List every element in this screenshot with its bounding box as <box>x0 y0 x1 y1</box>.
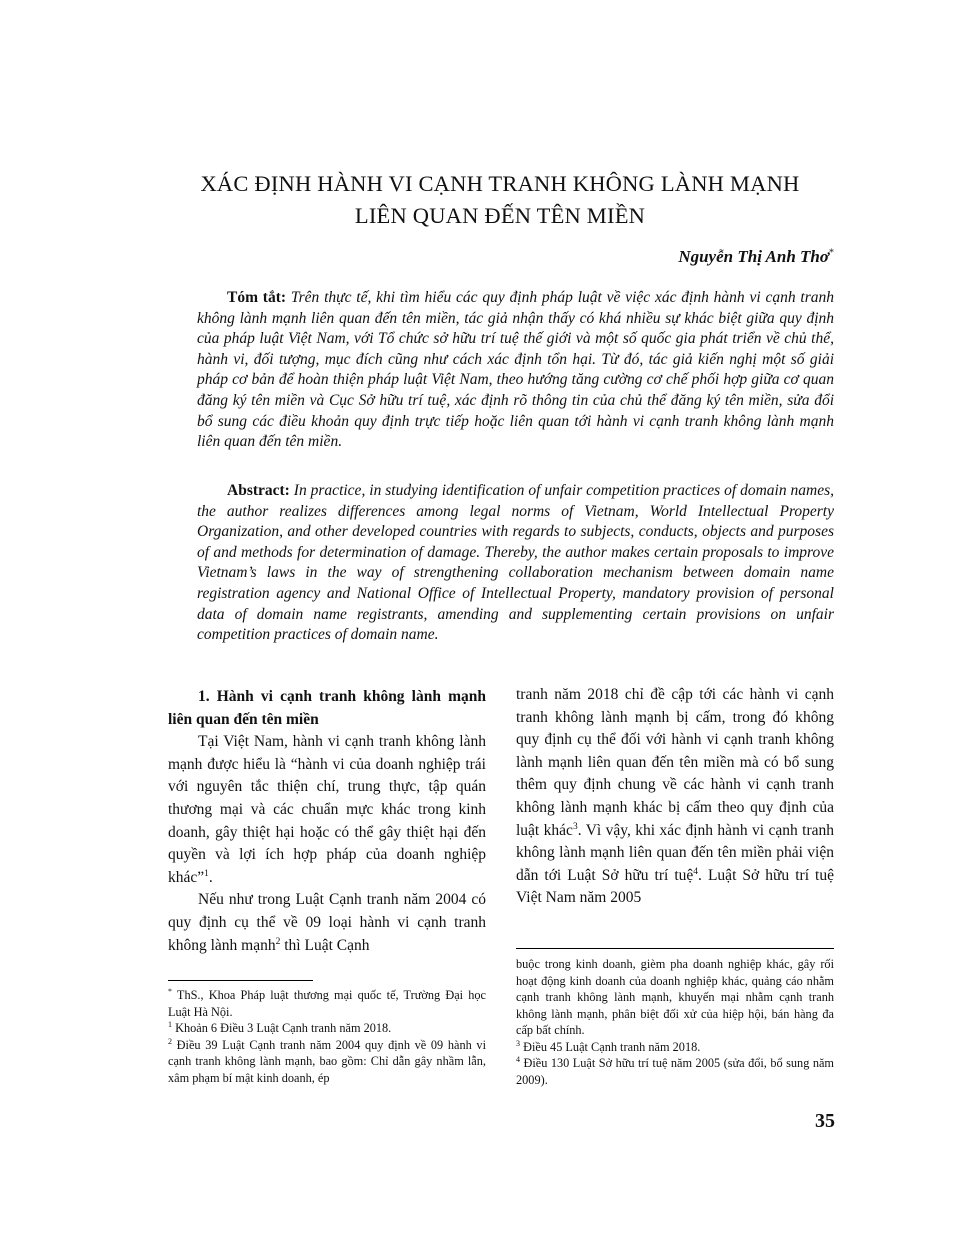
body-text-a: tranh năm 2018 chỉ đề cập tới các hành vi cạnh tranh không lành mạnh bị cấm, trong đó không quy định cụ thể đối với hành vi cạnh tranh không lành mạnh liên quan đến tên miền mà có bổ sung thêm quy định chung về các hành vi cạnh tranh không lành mạnh khác bị cấm theo quy định của luật khác <box>516 686 834 839</box>
abstract-vietnamese <box>197 288 834 453</box>
footnote-text: Điều 130 Luật Sở hữu trí tuệ năm 2005 (sửa đổi, bổ sung năm 2009). <box>516 1056 834 1087</box>
body-paragraph-continued <box>516 684 834 910</box>
title-line-2: LIÊN QUAN ĐẾN TÊN MIỀN <box>354 203 646 228</box>
footnotes-right <box>516 956 834 1088</box>
title-line-1: XÁC ĐỊNH HÀNH VI CẠNH TRANH KHÔNG LÀNH MẠNH <box>200 171 800 196</box>
footnote-ref-2: 2 <box>275 936 281 947</box>
body-column-left <box>168 686 486 957</box>
author-footnote-mark: * <box>829 247 834 259</box>
body-text-b: . Vì vậy, khi xác định hành vi cạnh tranh không lành mạnh liên quan đến tên miền phải viện dẫn tới Luật Sở hữu trí tuệ <box>516 821 834 884</box>
abstract-vn-label: Tóm tắt: <box>227 289 287 306</box>
footnote <box>168 1020 486 1037</box>
body-paragraph-1-end: . <box>208 868 213 886</box>
footnote-divider-left <box>168 980 313 981</box>
footnote <box>168 1037 486 1087</box>
footnote-ref-3: 3 <box>572 821 578 832</box>
footnote-text: buộc trong kinh doanh, gièm pha doanh nghiệp khác, gây rối hoạt động kinh doanh của doanh nghiệp khác, quảng cáo nhằm cạnh tranh không lành mạnh, khuyến mại nhằm cạnh tranh không lành mạnh, phân biệt đối xử của hiệp hội, bán hàng đa cấp bất chính. <box>516 957 834 1037</box>
abstract-en-label: Abstract: <box>227 482 290 499</box>
footnote-mark: 2 <box>168 1036 172 1046</box>
footnote-divider-right <box>516 948 834 949</box>
footnotes-left <box>168 987 486 1086</box>
footnote-ref-1: 1 <box>204 868 209 879</box>
abstract-english <box>197 481 834 646</box>
footnote-text: ThS., Khoa Pháp luật thương mại quốc tế, Trường Đại học Luật Hà Nội. <box>168 988 486 1019</box>
body-paragraph-2-end: thì Luật Cạnh <box>280 936 370 954</box>
footnote <box>168 987 486 1020</box>
page-number: 35 <box>815 1110 835 1132</box>
footnote <box>516 1039 834 1056</box>
abstract-vn-text: Trên thực tế, khi tìm hiểu các quy định pháp luật về việc xác định hành vi cạnh tranh không lành mạnh liên quan đến tên miền, tác giả nhận thấy có khá nhiều sự khác biệt giữa quy định của pháp luật Việt Nam, với Tổ chức sở hữu trí tuệ thế giới và một số quốc gia phát triển về chủ thể, hành vi, đối tượng, mục đích cũng như cách xác định tổn hại. Từ đó, tác giả kiến nghị một số giải pháp cơ bản để hoàn thiện pháp luật Việt Nam, theo hướng tăng cường cơ chế phối hợp giữa cơ quan đăng ký tên miền và Cục Sở hữu trí tuệ, xác định rõ thông tin của chủ thể đăng ký tên miền, sửa đổi bổ sung các điều khoản quy định trực tiếp hoặc liên quan tới hành vi cạnh tranh không lành mạnh liên quan đến tên miền. <box>197 289 834 451</box>
footnote <box>516 956 834 1039</box>
body-paragraph-2-text: Nếu như trong Luật Cạnh tranh năm 2004 có quy định cụ thể về 09 loại hành vi cạnh tranh không lành mạnh <box>168 891 486 954</box>
body-text-c: . Luật Sở hữu trí tuệ Việt Nam năm 2005 <box>516 866 834 907</box>
section-heading: 1. Hành vi cạnh tranh không lành mạnh liên quan đến tên miền <box>168 688 486 728</box>
footnote-text: Khoản 6 Điều 3 Luật Cạnh tranh năm 2018. <box>172 1021 392 1035</box>
footnote-mark: 3 <box>516 1038 520 1048</box>
footnote-ref-4: 4 <box>693 866 699 877</box>
body-column-right <box>516 684 834 910</box>
footnote-mark: * <box>168 986 172 996</box>
body-paragraph-1 <box>168 731 486 889</box>
article-title <box>120 168 880 232</box>
footnote-text: Điều 45 Luật Cạnh tranh năm 2018. <box>520 1039 701 1054</box>
footnote <box>516 1055 834 1088</box>
footnote-text: Điều 39 Luật Cạnh tranh năm 2004 quy định về 09 hành vi cạnh tranh không lành mạnh, bao gồm: Chỉ dẫn gây nhầm lẫn, xâm phạm bí mật kinh doanh, ép <box>168 1037 486 1085</box>
footnote-mark: 4 <box>516 1054 520 1064</box>
footnote-mark: 1 <box>168 1019 172 1029</box>
author-name: Nguyễn Thị Anh Thơ <box>678 247 829 266</box>
body-paragraph-2 <box>168 889 486 957</box>
body-paragraph-1-text: Tại Việt Nam, hành vi cạnh tranh không lành mạnh được hiểu là “hành vi của doanh nghiệp trái với nguyên tắc thiện chí, trung thực, tập quán thương mại và các chuẩn mực khác trong kinh doanh, gây thiệt hại hoặc có thể gây thiệt hại đến quyền và lợi ích hợp pháp của doanh nghiệp khác” <box>168 733 486 886</box>
abstract-en-text: In practice, in studying identification of unfair competition practices of domain names, the author realizes differences among legal norms of Vietnam, World Intellectual Property Organization, and other developed countries with regards to subjects, conducts, objects and purposes of and methods for determination of damage. Thereby, the author makes certain proposals to improve Vietnam’s laws in the way of strengthening collaboration mechanism between domain name registration agency and National Office of Intellectual Property, mandatory provision of personal data of domain name registrants, amending and supplementing certain provisions on unfair competition practices of domain name. <box>197 482 834 644</box>
author-byline <box>678 247 834 267</box>
